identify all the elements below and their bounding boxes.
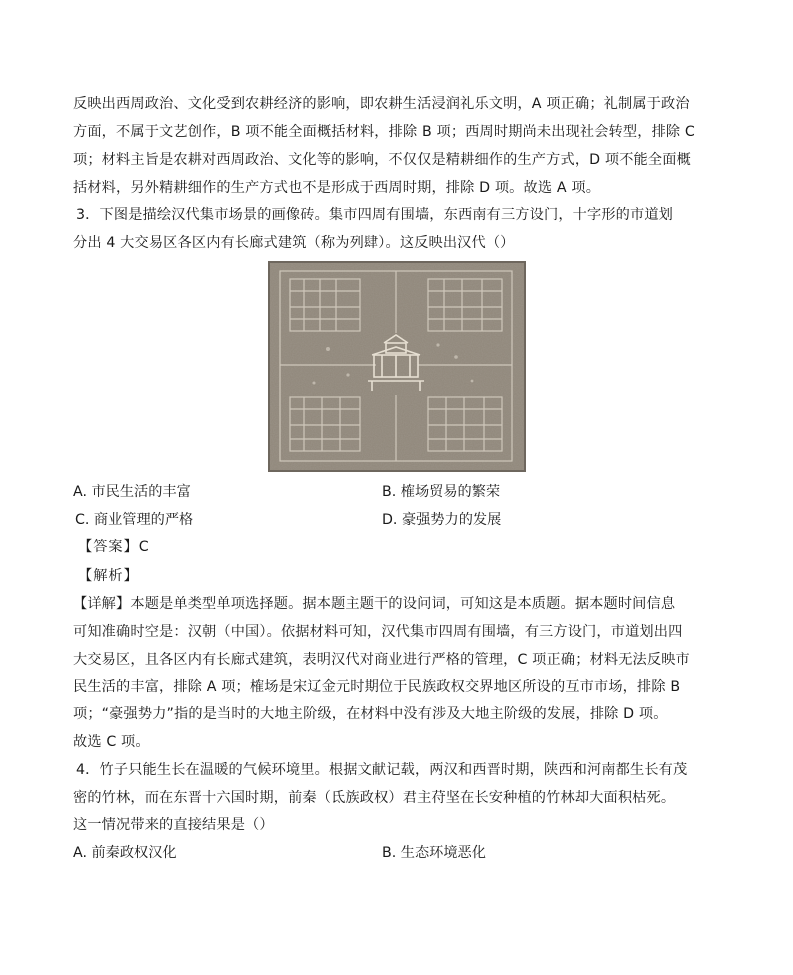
option-c: C. 商业管理的严格 bbox=[75, 512, 194, 528]
detail-line: 项；“豪强势力”指的是当时的大地主阶级，在材料中没有涉及大地主阶级的发展，排除 D 项。 bbox=[73, 706, 668, 722]
q4-option-b: B. 生态环境恶化 bbox=[382, 845, 486, 861]
option-d: D. 豪强势力的发展 bbox=[382, 512, 502, 528]
detail-line: 大交易区，且各区内有长廊式建筑，表明汉代对商业进行严格的管理，C 项正确；材料无法反映市 bbox=[73, 652, 690, 668]
prev-analysis-line: 方面，不属于文艺创作，B 项不能全面概括材料，排除 B 项；西周时期尚未出现社会转型，排除 C bbox=[73, 124, 695, 140]
option-a: A. 市民生活的丰富 bbox=[73, 484, 191, 500]
analysis-label: 【解析】 bbox=[78, 568, 139, 584]
answer-label: 【答案】C bbox=[78, 539, 150, 555]
question-3-stem: 3．下图是描绘汉代集市场景的画像砖。集市四周有围墙，东西南有三方设门，十字形的市道划 bbox=[76, 207, 674, 223]
question-4-stem: 密的竹林，而在东晋十六国时期，前秦（氐族政权）君主苻坚在长安种植的竹林却大面积枯死。 bbox=[73, 790, 676, 806]
detail-line: 可知准确时空是：汉朝（中国）。依据材料可知，汉代集市四周有围墙，有三方设门，市道划出四 bbox=[73, 624, 683, 640]
prev-analysis-line: 反映出西周政治、文化受到农耕经济的影响，即农耕生活浸润礼乐文明，A 项正确；礼制属于政治 bbox=[73, 96, 690, 112]
detail-line: 【详解】本题是单类型单项选择题。据本题主题干的设问词，可知这是本质题。据本题时间信息 bbox=[73, 596, 676, 612]
question-4-stem: 这一情况带来的直接结果是（） bbox=[73, 817, 274, 833]
option-b: B. 榷场贸易的繁荣 bbox=[382, 484, 501, 500]
prev-analysis-line: 项；材料主旨是农耕对西周政治、文化等的影响，不仅仅是精耕细作的生产方式，D 项不能全面概 bbox=[73, 152, 691, 168]
prev-analysis-line: 括材料，另外精耕细作的生产方式也不是形成于西周时期，排除 D 项。故选 A 项。 bbox=[73, 180, 601, 196]
detail-line: 民生活的丰富，排除 A 项；榷场是宋辽金元时期位于民族政权交界地区所设的互市市场，排除 B bbox=[73, 679, 681, 695]
detail-line: 故选 C 项。 bbox=[73, 734, 150, 750]
q4-option-a: A. 前秦政权汉化 bbox=[73, 845, 177, 861]
han-market-relief-brick-image bbox=[268, 261, 526, 472]
question-4-stem: 4．竹子只能生长在温暖的气候环境里。根据文献记载，两汉和西晋时期，陕西和河南都生长有茂 bbox=[76, 762, 688, 778]
question-3-stem: 分出 4 大交易区各区内有长廊式建筑（称为列肆）。这反映出汉代（） bbox=[73, 235, 515, 251]
